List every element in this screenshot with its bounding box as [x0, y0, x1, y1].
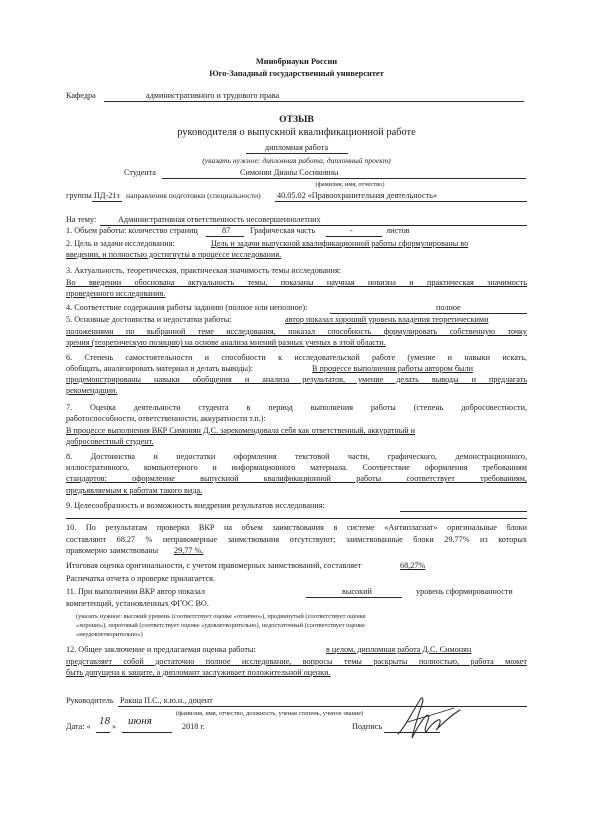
item6-line1: 6. Степень самостоятельности и способности к исследовательской работе (умение и навыки искать,	[66, 353, 527, 362]
item11-level-value: высокий	[342, 587, 372, 596]
item1-pages-label: 1. Объем работы: количество страниц	[66, 226, 198, 235]
group-underline	[92, 201, 122, 202]
item10-line3-label: правомерно заимствованы	[66, 546, 159, 555]
student-value: Симонян Дианы Сосиковны	[240, 168, 339, 177]
item10-line1: 10. По результатам проверки ВКР на объем заимствования в системе «Антиплагиат» оригинальные блоки	[66, 523, 527, 532]
supervisor-value: Ракша П.С., к.ю.н., доцент	[120, 696, 213, 705]
item3-text-line2: проведенного исследования.	[66, 289, 166, 298]
work-type-underline	[246, 153, 348, 154]
item1-graphic-underline	[326, 236, 382, 237]
handwritten-signature	[390, 690, 470, 746]
date-label: Дата: «	[66, 722, 91, 731]
item9-underline	[400, 511, 527, 512]
item6-text-line3: рекомендации.	[66, 386, 118, 395]
topic-label: На тему:	[66, 215, 97, 224]
date-separator: »	[112, 722, 117, 731]
item11-hint-line1: (указать нужное: высокий уровень (соответствует оценке «отлично»), продвинутый (соответствует оценке	[76, 613, 366, 620]
date-month: июня	[128, 715, 152, 727]
work-type-hint: (указать нужное: дипломная работа, дипломный проект)	[202, 156, 391, 165]
item12-text-line3: быть допущена к защите, а дипломант заслуживает положительной оценки.	[66, 668, 331, 677]
item12-text-line2: представляет собой достаточно полное исследование, вопросы темы раскрыты полностью, работа может	[66, 657, 527, 666]
item11-hint-line3: «неудовлетворительно»)	[76, 631, 143, 638]
group-label: группы	[66, 191, 92, 200]
kafedra-underline	[104, 101, 524, 102]
supervisor-label: Руководитель	[66, 696, 114, 705]
item7-text-line2: добросовестный студент.	[66, 437, 154, 446]
item11-line2: компетенций, установленных ФГОС ВО.	[66, 599, 209, 608]
document-title: ОТЗЫВ	[279, 114, 314, 125]
item1-graphic-label: Графическая часть	[250, 226, 316, 235]
item1-pages-underline	[206, 236, 244, 237]
item5-label: 5. Основные достоинства и недостатки работы:	[66, 315, 232, 324]
item10-line2: составляют 68.27 % неправомерные заимствования отсутствуют; заимствованные блоки 29.77% из которых	[66, 535, 527, 544]
item8-text-line1: стандартов: оформление выпускной квалификационной работы соответствует требованиям,	[66, 474, 527, 483]
item9-label: 9. Целесообразность и возможность внедрения результатов исследования:	[66, 501, 325, 510]
date-day: 18	[99, 715, 110, 727]
item11-level-suffix: уровень сформированности	[416, 587, 513, 596]
item6-label: обобщать, анализировать материал и делать выводы):	[66, 364, 254, 373]
item6-text-line2: продемонстрированы навыки обобщения и анализа результатов, умение делать выводы и предлагать	[66, 375, 527, 384]
item10-line4-label: Итоговая оценка оригинальности, с учетом правомерных заимствований, составляет	[66, 561, 362, 570]
item4-underline	[330, 313, 527, 314]
item1-sheets-label: листов	[386, 226, 410, 235]
kafedra-label: Кафедра	[66, 91, 96, 100]
item11-hint-line2: «хорошо»), пороговый (соответствует оценке «удовлетворительно), недостаточный (соответствует оценке	[76, 622, 365, 629]
kafedra-value: административного и трудового права	[146, 91, 280, 100]
item5-text-line3: зрения (теоретическую позицию) на основе анализа мнений разных ученых в этой области.	[66, 338, 386, 347]
item2-text-line2: введении, и полностью достигнуты в процессе исследования.	[66, 250, 282, 259]
item10-line5: Распечатка отчета о проверке прилагается.	[66, 574, 215, 583]
direction-label: направления подготовки (специальности)	[126, 191, 261, 200]
student-underline	[162, 178, 526, 179]
ministry-title: Минобрнауки России	[255, 57, 338, 66]
group-value: ПД-21з	[94, 191, 120, 200]
item5-text-line1: автор показал хороший уровень владения теоретическими	[285, 315, 489, 324]
item2-label: 2. Цель и задачи исследования:	[66, 239, 175, 248]
item7-line1: 7. Оценка деятельности студента в период выполнения работы (степень добросовестности,	[66, 403, 527, 412]
item8-line2: иллюстративного, компьютерного и информационного материала. Соответствие оформления требованиям	[66, 463, 527, 472]
supervisor-hint: (фамилия, имя, отчество, должность, ученая степень, ученое звание)	[176, 710, 364, 717]
university-title: Юго-Западный государственный университет	[209, 69, 384, 78]
item1-graphic-value: -	[350, 226, 353, 235]
item9-underline-2	[66, 518, 527, 519]
item7-line2: работоспособности, ответственности, аккуратности т.п.):	[66, 414, 266, 423]
student-hint: (фамилия, имя, отчество)	[315, 181, 385, 188]
item1-pages-value: 87	[222, 226, 231, 235]
item5-text-line2: положениями по выбранной теме исследования, показал способность формулировать собственную точку	[66, 327, 527, 336]
item10-originality-value: 68,27%	[400, 561, 426, 570]
direction-underline	[275, 201, 527, 202]
topic-value: Административная ответственность несовершеннолетних	[118, 215, 321, 224]
date-month-underline	[122, 732, 172, 733]
student-label: Студента	[124, 168, 156, 177]
item11-level-underline	[306, 597, 402, 598]
item3-text-line1: Во введении обоснована актуальность темы, показаны научная новизна и практическая значимость	[66, 278, 527, 287]
item12-label: 12. Общее заключение и предлагаемая оценка работы:	[66, 645, 256, 654]
item7-text-line1: В процессе выполнения ВКР Симонян Д.С. зарекомендовала себя как ответственный, аккуратный и	[66, 426, 416, 435]
item4-label: 4. Соответствие содержания работы заданию (полное или неполное):	[66, 303, 308, 312]
item8-text-line2: предъявляемым к работам такого вида.	[66, 486, 203, 495]
item8-line1: 8. Достоинства и недостатки оформления текстовой части, графического, демонстрационного,	[66, 452, 527, 461]
item3-label: 3. Актуальность, теоретическая, практическая значимость темы исследования:	[66, 266, 341, 275]
item11-label: 11. При выполнении ВКР автор показал	[66, 587, 205, 596]
direction-value: 40.05.02 «Правоохранительная деятельность»	[277, 191, 437, 200]
signature-label: Подпись	[352, 722, 383, 731]
item10-borrowed-value: 29,77 %.	[174, 546, 204, 555]
date-day-underline	[96, 732, 110, 733]
work-type-value: дипломная работа	[264, 143, 329, 152]
item2-text-line1: Цель и задачи выпускной квалификационной работы сформулированы во	[211, 239, 469, 248]
item4-value: полное	[436, 303, 461, 312]
document-subtitle: руководителя о выпускной квалификационной работе	[177, 127, 416, 138]
item12-text-line1: в целом, дипломная работа Д.С. Симонян	[326, 645, 472, 654]
item6-text-line1: В процессе выполнения работы автором были	[312, 364, 474, 373]
date-year: 2018 г.	[182, 722, 205, 731]
